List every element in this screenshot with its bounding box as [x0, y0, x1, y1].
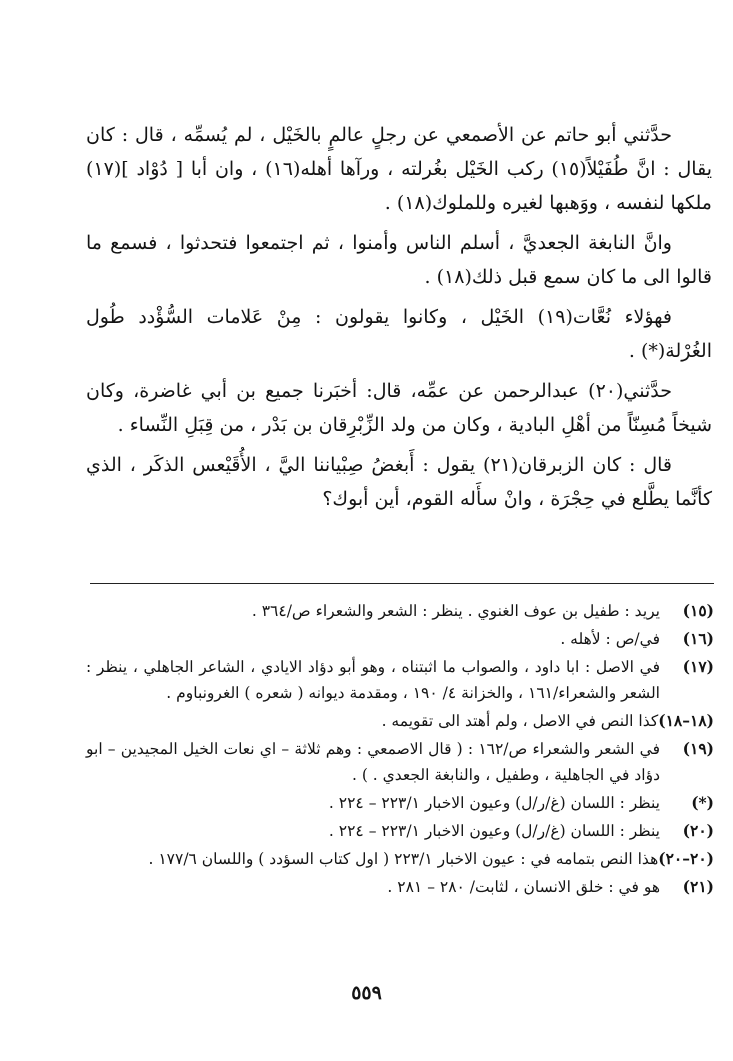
- footnote-divider: [90, 583, 714, 584]
- footnote: [86, 874, 714, 900]
- paragraph: حدَّثني أبو حاتم عن الأصمعي عن رجلٍ عالمٍ بالخَيْل ، لم يُسمِّه ، قال : كان يقال : انَّ طُفَيْلاً(١٥) ركب الخَيْل بغُرلته ، ورآها أهله(١٦) ، وان أبا [ دُوْاد ](١٧) ملكها لنفسه ، ووَهبها لغيره وللملوك(١٨) .: [86, 124, 712, 214]
- footnotes: [86, 598, 714, 902]
- footnote: [86, 708, 714, 734]
- footnote-text: هو في : خلق الانسان ، لثابت/ ٢٨٠ – ٢٨١ .: [387, 878, 660, 896]
- footnote-number: (٢١): [682, 877, 714, 896]
- paragraph: وانَّ النابغة الجعديَّ ، أسلم الناس وأمنوا ، ثم اجتمعوا فتحدثوا ، فسمع ما قالوا الى ما كان سمع قبل ذلك(١٨) .: [86, 232, 712, 288]
- footnote-text: ينظر : اللسان (غ/ر/ل) وعيون الاخبار ٢٢٣/١ – ٢٢٤ .: [328, 794, 660, 812]
- footnote: [86, 736, 714, 788]
- footnote: [86, 790, 714, 816]
- footnote: [86, 818, 714, 844]
- footnote-number: (٢٠): [682, 821, 714, 840]
- footnote-number: (*): [691, 793, 714, 812]
- footnote-number: (١٨–١٨): [658, 711, 714, 730]
- footnote: [86, 846, 714, 872]
- page-number: ٥٥٩: [351, 982, 382, 1004]
- footnote-number: (١٦): [682, 629, 714, 648]
- footnote-number: (٢٠–٢٠): [658, 849, 714, 868]
- footnote-text: يريد : طفيل بن عوف الغنوي . ينظر : الشعر والشعراء ص/٣٦٤ .: [251, 602, 660, 620]
- footnote: [86, 626, 714, 652]
- footnote-text: ينظر : اللسان (غ/ر/ل) وعيون الاخبار ٢٢٣/١ – ٢٢٤ .: [328, 822, 660, 840]
- footnote-text: في الاصل : ابا داود ، والصواب ما اثبتناه ، وهو أبو دؤاد الايادي ، الشاعر الجاهلي ، ينظر : الشعر والشعراء/١٦١ ، والخزانة ٤/ ١٩٠ ، ومقدمة ديوانه ( شعره ) الغرونباوم .: [86, 658, 660, 702]
- footnote-text: هذا النص بتمامه في : عيون الاخبار ٢٢٣/١ ( اول كتاب السؤدد ) واللسان ١٧٧/٦ .: [148, 850, 659, 868]
- footnote-number: (١٩): [682, 739, 714, 758]
- paragraph: حدَّثني(٢٠) عبدالرحمن عن عمِّه، قال: أخبَرنا جميع بن أبي غاضرة، وكان شيخاً مُسِنّاً من أهْلِ البادية ، وكان من ولد الزِّبْرِقان بن بَدْر ، من قِبَلِ النِّساء .: [86, 380, 712, 436]
- paragraph: فهؤلاء نُعَّات(١٩) الخَيْل ، وكانوا يقولون : مِنْ عَلامات السُّؤْدد طُول الغُرْلة(*) .: [86, 306, 712, 362]
- footnote: [86, 654, 714, 706]
- footnote-text: في الشعر والشعراء ص/١٦٢ : ( قال الاصمعي : وهم ثلاثة – اي نعات الخيل المجيدين – ابو دؤاد في الجاهلية ، وطفيل ، والنابغة الجعدي . ) .: [86, 740, 660, 784]
- footnote-number: (١٥): [682, 601, 714, 620]
- footnote-text: في/ص : لأهله .: [560, 630, 660, 648]
- footnote-text: كذا النص في الاصل ، ولم أهتد الى تقويمه .: [381, 712, 659, 730]
- paragraph: قال : كان الزبرقان(٢١) يقول : أَبغضُ صِبْياننا اليَّ ، الأُقَيْعس الذكَر ، الذي كأنَّما يطَّلع في حِجْرَة ، وانْ سأَله القوم، أين أبوك؟: [86, 454, 712, 510]
- body-text: [86, 118, 712, 522]
- footnote: [86, 598, 714, 624]
- footnote-number: (١٧): [682, 657, 714, 676]
